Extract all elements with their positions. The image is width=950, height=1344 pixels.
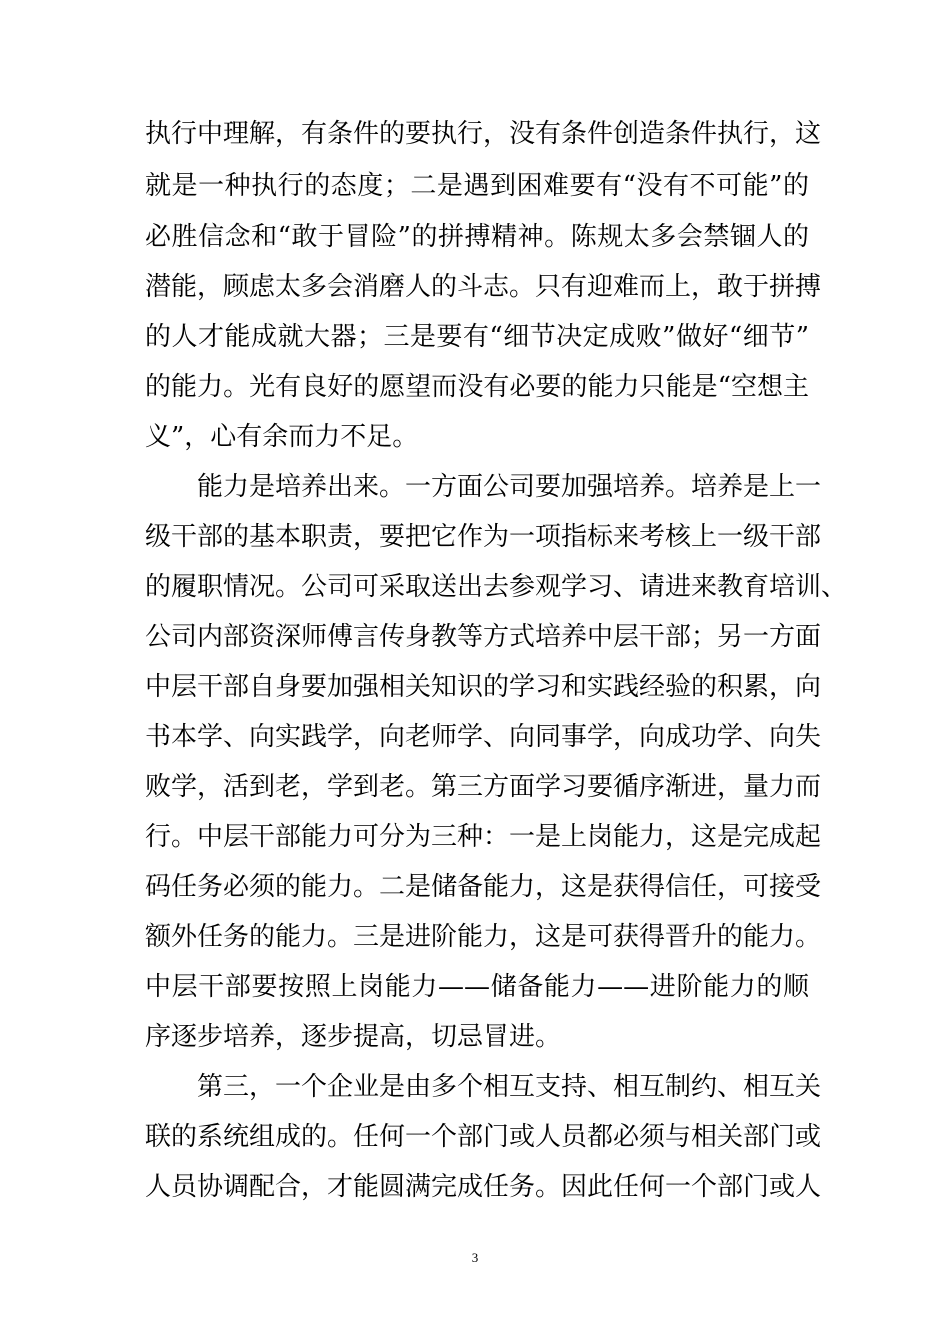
text-line: 行。中层干部能力可分为三种：一是上岗能力，这是完成起 xyxy=(145,822,822,852)
text-line: 义”，心有余而力不足。 xyxy=(145,422,419,452)
text-line: 败学，活到老，学到老。第三方面学习要循序渐进，量力而 xyxy=(145,772,822,802)
text-line: 中层干部要按照上岗能力——储备能力——进阶能力的顺 xyxy=(145,972,809,1002)
paragraph-first-line: 能力是培养出来。一方面公司要加强培养。培养是上一 xyxy=(197,472,822,502)
text-line: 额外任务的能力。三是进阶能力，这是可获得晋升的能力。 xyxy=(145,922,822,952)
text-line: 就是一种执行的态度；二是遇到困难要有“没有不可能”的 xyxy=(145,171,809,201)
paragraph-first-line: 第三，一个企业是由多个相互支持、相互制约、相互关 xyxy=(197,1072,822,1102)
text-line: 人员协调配合，才能圆满完成任务。因此任何一个部门或人 xyxy=(145,1172,822,1202)
text-line: 书本学、向实践学，向老师学、向同事学，向成功学、向失 xyxy=(145,722,822,752)
text-line: 公司内部资深师傅言传身教等方式培养中层干部；另一方面 xyxy=(145,622,822,652)
text-line: 中层干部自身要加强相关知识的学习和实践经验的积累，向 xyxy=(145,672,822,702)
text-line: 必胜信念和“敢于冒险”的拼搏精神。陈规太多会禁锢人的 xyxy=(145,222,809,252)
text-line: 码任务必须的能力。二是储备能力，这是获得信任，可接受 xyxy=(145,872,822,902)
text-line: 的能力。光有良好的愿望而没有必要的能力只能是“空想主 xyxy=(145,372,809,402)
text-line: 潜能，顾虑太多会消磨人的斗志。只有迎难而上，敢于拼搏 xyxy=(145,272,822,302)
text-line: 序逐步培养，逐步提高，切忌冒进。 xyxy=(145,1022,562,1052)
text-line: 级干部的基本职责，要把它作为一项指标来考核上一级干部 xyxy=(145,522,822,552)
text-line: 的人才能成就大器；三是要有“细节决定成败”做好“细节” xyxy=(145,322,809,352)
text-line: 执行中理解，有条件的要执行，没有条件创造条件执行，这 xyxy=(145,119,822,149)
page-number: 3 xyxy=(471,1250,479,1265)
text-line: 的履职情况。公司可采取送出去参观学习、请进来教育培训、 xyxy=(145,572,848,602)
text-line: 联的系统组成的。任何一个部门或人员都必须与相关部门或 xyxy=(145,1122,822,1152)
